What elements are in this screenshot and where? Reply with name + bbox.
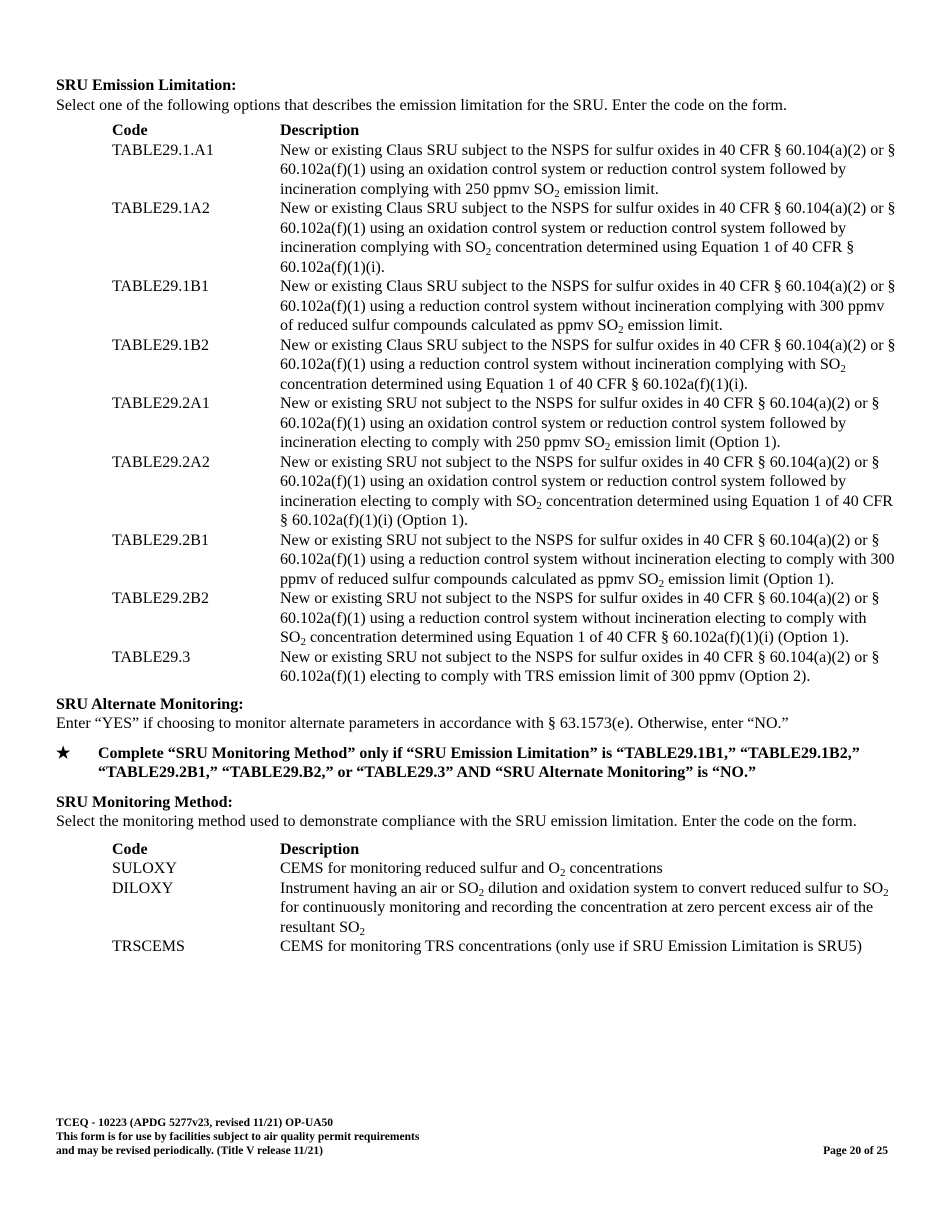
monitoring-code-table: [112, 840, 896, 957]
star-icon: ★: [56, 744, 71, 762]
row-description: CEMS for monitoring TRS concentrations (only use if SRU Emission Limitation is SRU5): [280, 938, 862, 955]
table-row: [112, 879, 896, 938]
row-description: New or existing Claus SRU subject to the NSPS for sulfur oxides in 40 CFR § 60.104(a)(2) or § 60.102a(f)(1) using a reduction control system without incineration complying with 300 ppmv of reduced sulfur compounds calculated as ppmv $SO_2$ emission limit.: [280, 278, 896, 336]
row-code: DILOXY: [112, 879, 174, 897]
row-code: TABLE29.2B2: [112, 590, 209, 607]
row-code: TABLE29.2A2: [112, 453, 210, 471]
row-code: TABLE29.1B2: [112, 336, 209, 354]
table-row: [112, 199, 896, 277]
description-column-header: Description: [280, 122, 360, 139]
table-row: [112, 394, 896, 453]
table-row: [112, 531, 896, 590]
row-description: New or existing SRU not subject to the NSPS for sulfur oxides in 40 CFR § 60.104(a)(2) or § 60.102a(f)(1) using an oxidation control system or reduction control system followed by incineration electing to comply with $SO_2$ concentration determined using Equation 1 of 40 CFR § 60.102a(f)(1)(i) (Option 1).: [280, 453, 893, 529]
row-description: New or existing Claus SRU subject to the NSPS for sulfur oxides in 40 CFR § 60.104(a)(2) or § 60.102a(f)(1) using an oxidation control system or reduction control system followed by incineration complying with 250 ppmv $SO_2$ emission limit.: [280, 141, 896, 200]
page-number: Page 20 of 25: [823, 1145, 888, 1157]
table-row: [112, 589, 896, 648]
row-code: TABLE29.1.A1: [112, 141, 214, 159]
table-row: [112, 453, 896, 531]
row-code: SULOXY: [112, 860, 177, 877]
table-header-row: [112, 121, 896, 141]
row-description: New or existing SRU not subject to the NSPS for sulfur oxides in 40 CFR § 60.104(a)(2) or § 60.102a(f)(1) electing to comply with TRS emission limit of 300 ppmv (Option 2).: [280, 648, 880, 685]
alternate-intro: Enter “YES” if choosing to monitor alternate parameters in accordance with § 63.1573(e). Otherwise, enter “NO.”: [56, 715, 789, 732]
row-description: New or existing SRU not subject to the NSPS for sulfur oxides in 40 CFR § 60.104(a)(2) or § 60.102a(f)(1) using an oxidation control system or reduction control system followed by incineration electing to comply with 250 ppmv $SO_2$ emission limit (Option 1).: [280, 395, 880, 453]
row-description: Instrument having an air or $SO_2$ dilution and oxidation system to convert reduced sulfur to $SO_2$ for continuously monitoring and recording the concentration at zero percent excess air of the resultant $SO_2$: [280, 879, 889, 938]
alternate-heading: SRU Alternate Monitoring:: [56, 695, 244, 713]
table-row: [112, 277, 896, 336]
table-row: [112, 141, 896, 200]
table-row: [112, 336, 896, 395]
description-column-header: Description: [280, 840, 360, 858]
table-header-row: [112, 840, 896, 860]
row-code: TABLE29.1A2: [112, 200, 210, 217]
row-description: New or existing SRU not subject to the NSPS for sulfur oxides in 40 CFR § 60.104(a)(2) or § 60.102a(f)(1) using a reduction control system without incineration electing to comply with $SO_2$ concentration determined using Equation 1 of 40 CFR § 60.102a(f)(1)(i) (Option 1).: [280, 590, 880, 648]
instruction-note: [56, 744, 896, 783]
emission-heading: SRU Emission Limitation:: [56, 77, 237, 94]
row-description: New or existing SRU not subject to the NSPS for sulfur oxides in 40 CFR § 60.104(a)(2) or § 60.102a(f)(1) using a reduction control system without incineration electing to comply with 300 ppmv of reduced sulfur compounds calculated as ppmv $SO_2$ emission limit (Option 1).: [280, 531, 895, 590]
monitoring-intro: Select the monitoring method used to demonstrate compliance with the SRU emission limitation. Enter the code on the form.: [56, 813, 857, 830]
row-code: TRSCEMS: [112, 938, 185, 955]
page-footer: [56, 1116, 888, 1158]
table-row: [112, 859, 896, 879]
row-code: TABLE29.1B1: [112, 278, 209, 295]
code-column-header: Code: [112, 122, 148, 139]
emission-code-table: [112, 121, 896, 687]
row-description: New or existing Claus SRU subject to the NSPS for sulfur oxides in 40 CFR § 60.104(a)(2) or § 60.102a(f)(1) using an oxidation control system or reduction control system followed by incineration complying with $SO_2$ concentration determined using Equation 1 of 40 CFR § 60.102a(f)(1)(i).: [280, 200, 896, 276]
table-row: [112, 648, 896, 687]
row-description: New or existing Claus SRU subject to the NSPS for sulfur oxides in 40 CFR § 60.104(a)(2) or § 60.102a(f)(1) using a reduction control system without incineration complying with $SO_2$ concentration determined using Equation 1 of 40 CFR § 60.102a(f)(1)(i).: [280, 336, 896, 393]
footer-notice-line-2: and may be revised periodically. (Title V release 11/21): [56, 1145, 323, 1157]
code-column-header: Code: [112, 840, 148, 858]
footer-notice-line-1: This form is for use by facilities subject to air quality permit requirements: [56, 1131, 420, 1143]
document-page: [56, 76, 896, 957]
instruction-note-text: Complete “SRU Monitoring Method” only if “SRU Emission Limitation” is “TABLE29.1B1,” “TABLE29.1B2,” “TABLE29.2B1,” “TABLE29.B2,” or “TABLE29.3” AND “SRU Alternate Monitoring” is “NO.”: [98, 744, 860, 781]
table-row: [112, 937, 896, 957]
row-code: TABLE29.3: [112, 648, 191, 666]
footer-form-id: TCEQ - 10223 (APDG 5277v23, revised 11/21) OP-UA50: [56, 1117, 334, 1129]
row-code: TABLE29.2A1: [112, 395, 210, 412]
emission-intro: Select one of the following options that describes the emission limitation for the SRU. Enter the code on the form.: [56, 96, 787, 114]
monitoring-heading: SRU Monitoring Method:: [56, 793, 233, 811]
row-description: CEMS for monitoring reduced sulfur and $O_2$ concentrations: [280, 860, 663, 879]
row-code: TABLE29.2B1: [112, 531, 209, 549]
